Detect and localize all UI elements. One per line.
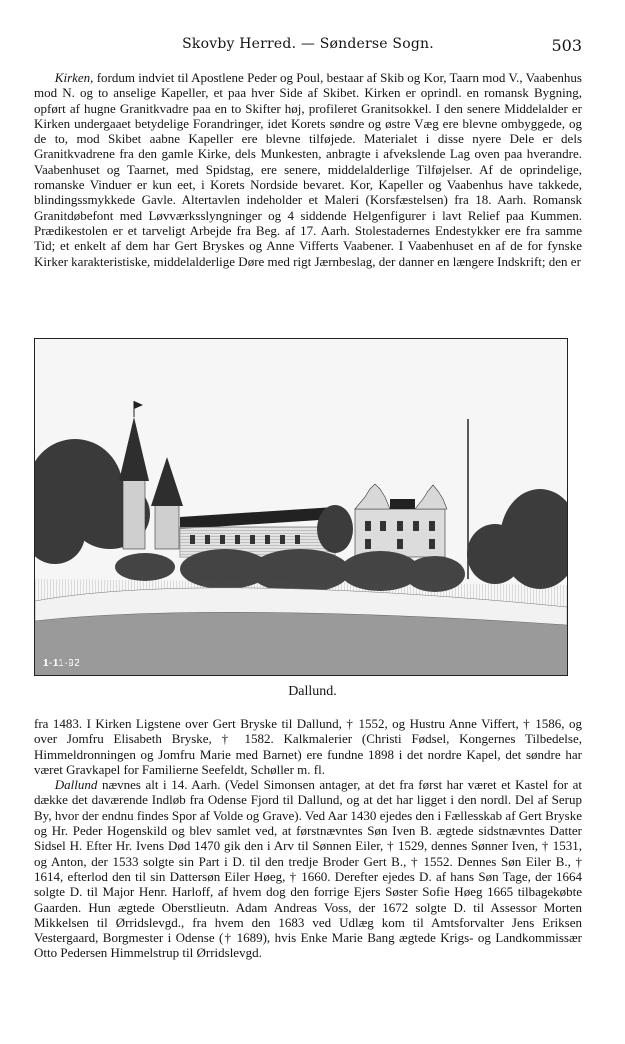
paragraph-kirken [34,70,582,269]
bottom-text-block [34,716,582,961]
paragraph-lead-word: Kirken, [54,70,94,85]
figure-caption: Dallund. [288,684,337,699]
top-text-block [34,70,582,269]
dallund-engraving [34,338,568,676]
paragraph-continuation: fra 1483. I Kirken Ligstene over Gert Bryske til Dallund, † 1552, og Hustru Anne Viffert, † 1586, og over Jomfru Elisabeth Bryske, † 1582. Kalkmalerier (Christi Fødsel, Kongernes Tilbedelse, Himmeldronningen og Jomfru Marie med Barnet) ere fundne 1898 i det nordre Kapel, det søndre har været Gravkapel for Familierne Seefeldt, Schøller m. fl. [34,716,582,777]
running-title: Skovby Herred. — Sønderse Sogn. [182,36,434,52]
paragraph-body: fordum indviet til Apostlene Peder og Poul, bestaar af Skib og Kor, Taarn mod V., Vaabenhus mod N. og to anselige Kapeller, et paa hver Side af Skibet. Kirken er oprindl. en romansk Bygning, opført af hugne Granitkvadre paa en to Skifter høj, profileret Granitsokkel. I den senere Middelalder er Kirken undergaaet betydelige Forandringer, idet Korets søndre og østre Væg ere blevne ombyggede, og de to, mod Skibet aabne Kapeller ere blevne tilføjede. Materialet i disse nyere Dele er dels Granitkvadrene fra den gamle Kirke, dels Munkesten, anbragte i afvekslende Lag oven paa hverandre. Vaabenhuset og Taarnet, med Spidstag, ere senere, middelalderlige Tilføjelser. Af de oprindelige, romanske Vinduer er kun eet, i Korets Nordside bevaret. Kor, Kapeller og Vaabenhus have takkede, blindingssmykkede Gavle. Altertavlen indeholder et Maleri (Korsfæstelsen) fra 18. Aarh. Romansk Granitdøbefont med Løvværksslyngninger og 4 siddende Helgenfigurer i lavt Relief paa Kummen. Prædikestolen er et tarveligt Arbejde fra Beg. af 17. Aarh. Stolestadernes Endestykker ere fra samme Tid; et enkelt af dem har Gert Bryskes og Anne Vifferts Vaabener. I Vaabenhuset en af de for fynske Kirker karakteristiske, middelalderlige Døre med rigt Jærnbeslag, der danner en længere Indskrift; den er [34,70,582,269]
page-header [34,36,582,58]
plate-mark: 1-11-92 [43,658,81,669]
manor-illustration [35,339,567,675]
page-number: 503 [551,36,582,55]
paragraph-dallund [34,777,582,961]
paragraph-body: nævnes alt i 14. Aarh. (Vedel Simonsen antager, at det fra først har været et Kastel for at dække det daværende Indløb fra Odense Fjord til Dallund, og at det har ligget i den nordl. Del af Serup By, hvor der endnu findes Spor af Volde og Grave). Ved Aar 1430 ejedes den i Fællesskab af Gert Bryske og Hr. Peder Hogenskild og blev samlet ved, at førstnævntes Søn Iven B. ægtede sidstnævntes Datter Sidsel H. Efter Hr. Ivens Død 1470 gik den i Arv til Sønnen Eiler, † 1529, dennes Sønner Iven, † 1531, og Anton, der 1533 solgte sin Part i D. til den tredje Broder Gert B., † 1552. Dennes Søn Eiler B., † 1614, efterlod den til sin Dattersøn Eiler Høeg, † 1660. Derefter ejedes D. af hans Søn Tage, der 1664 solgte D. til Major Henr. Harloff, af hvem dog den forrige Ejers Søster Sofie Høeg 1665 tilbagekøbte Gaarden. Hun ægtede Oberstlieutn. Adam Andreas Voss, der 1672 solgte D. til Assessor Morten Mikkelsen til Ørridslevgd., fra hvem den 1683 ved Udlæg kom til Amtsforvalter Jens Eriksen Vestergaard, Borgmester i Odense († 1689), hvis Enke Marie Bang ægtede Krigs- og Landkommissær Otto Pedersen Himmelstrup til Ørridslevgd. [34,777,582,961]
paragraph-lead-word: Dallund [54,777,98,793]
